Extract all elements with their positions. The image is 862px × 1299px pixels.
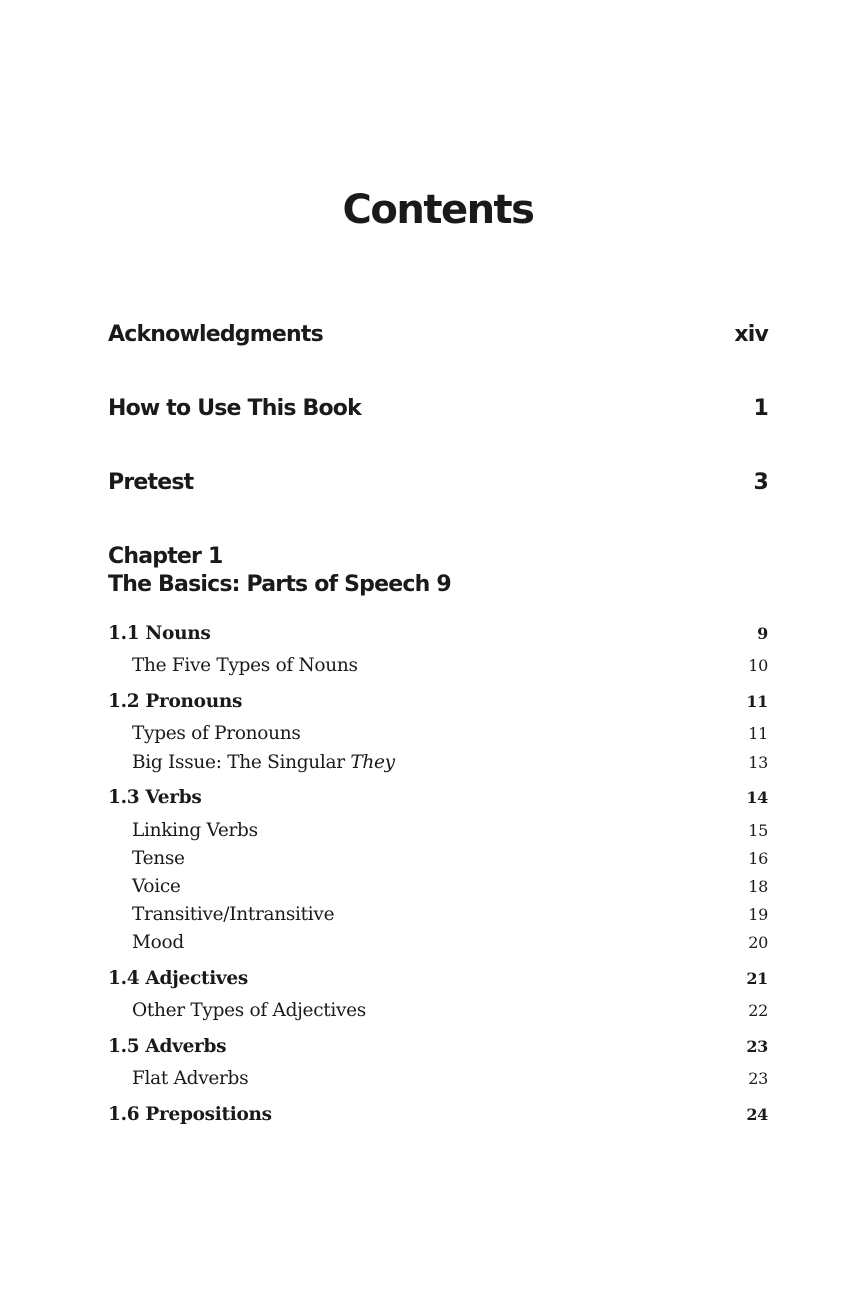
toc-entry-label: How to Use This Book: [108, 396, 361, 421]
subentry-page: 16: [748, 849, 768, 868]
subentry-label: Types of Pronouns: [132, 723, 301, 744]
italic-term: They: [350, 752, 395, 773]
toc-entry-label: Pretest: [108, 470, 194, 495]
section-page: 9: [757, 624, 768, 643]
toc-section-1-5[interactable]: [108, 1035, 768, 1059]
chapter-title: The Basics: Parts of Speech: [108, 572, 430, 597]
toc-subentry[interactable]: [108, 751, 768, 775]
toc-entry-page: 3: [753, 470, 768, 495]
toc-subentry[interactable]: [108, 903, 768, 927]
subentry-page: 19: [748, 905, 768, 924]
section-page: 24: [746, 1105, 768, 1124]
section-label: 1.1 Nouns: [108, 623, 211, 644]
subentry-label: Linking Verbs: [132, 820, 258, 841]
toc-entry-how-to-use[interactable]: [108, 395, 768, 423]
subentry-label: Voice: [132, 876, 181, 897]
toc-entry-pretest[interactable]: [108, 469, 768, 497]
section-page: 21: [746, 969, 768, 988]
section-label: 1.2 Pronouns: [108, 691, 243, 712]
subentry-page: 13: [748, 753, 768, 772]
toc-subentry[interactable]: [108, 847, 768, 871]
subentry-label: Tense: [132, 848, 185, 869]
section-page: 14: [746, 788, 768, 807]
toc-entry-page: xiv: [734, 322, 768, 347]
toc-subentry[interactable]: [108, 654, 768, 678]
toc-section-1-2[interactable]: [108, 690, 768, 714]
toc-subentry[interactable]: [108, 999, 768, 1023]
subentry-page: 10: [748, 656, 768, 675]
toc-subentry[interactable]: [108, 931, 768, 955]
toc-entry-page: 9: [436, 572, 451, 597]
subentry-label: Other Types of Adjectives: [132, 1000, 367, 1021]
toc-entry-acknowledgments[interactable]: [108, 321, 768, 349]
section-label: 1.6 Prepositions: [108, 1104, 272, 1125]
toc-section-1-1[interactable]: [108, 622, 768, 646]
toc-subentry[interactable]: [108, 875, 768, 899]
toc-subentry[interactable]: [108, 722, 768, 746]
chapter-number: Chapter 1: [108, 544, 223, 569]
section-label: 1.3 Verbs: [108, 787, 202, 808]
toc-chapter-1[interactable]: [108, 543, 768, 599]
section-page: 23: [746, 1037, 768, 1056]
toc-subentry[interactable]: [108, 1067, 768, 1091]
subentry-label: The Five Types of Nouns: [132, 655, 358, 676]
subentry-page: 20: [748, 933, 768, 952]
section-label: 1.5 Adverbs: [108, 1036, 227, 1057]
subentry-page: 23: [748, 1069, 768, 1088]
subentry-label: Big Issue: The Singular They: [132, 752, 395, 773]
subentry-page: 11: [748, 724, 768, 743]
subentry-label: Mood: [132, 932, 184, 953]
section-label: 1.4 Adjectives: [108, 968, 248, 989]
subentry-page: 15: [748, 821, 768, 840]
section-page: 11: [746, 692, 768, 711]
page-title: Contents: [342, 187, 534, 233]
toc-section-1-3[interactable]: [108, 786, 768, 810]
toc-entry-label: Acknowledgments: [108, 322, 323, 347]
chapter-title-row: [108, 571, 768, 599]
toc-entry-page: 1: [753, 396, 768, 421]
toc-section-1-6[interactable]: [108, 1103, 768, 1127]
toc-subentry[interactable]: [108, 819, 768, 843]
toc-section-1-4[interactable]: [108, 967, 768, 991]
subentry-page: 18: [748, 877, 768, 896]
subentry-label: Transitive/Intransitive: [132, 904, 335, 925]
subentry-page: 22: [748, 1001, 768, 1020]
subentry-label: Flat Adverbs: [132, 1068, 249, 1089]
